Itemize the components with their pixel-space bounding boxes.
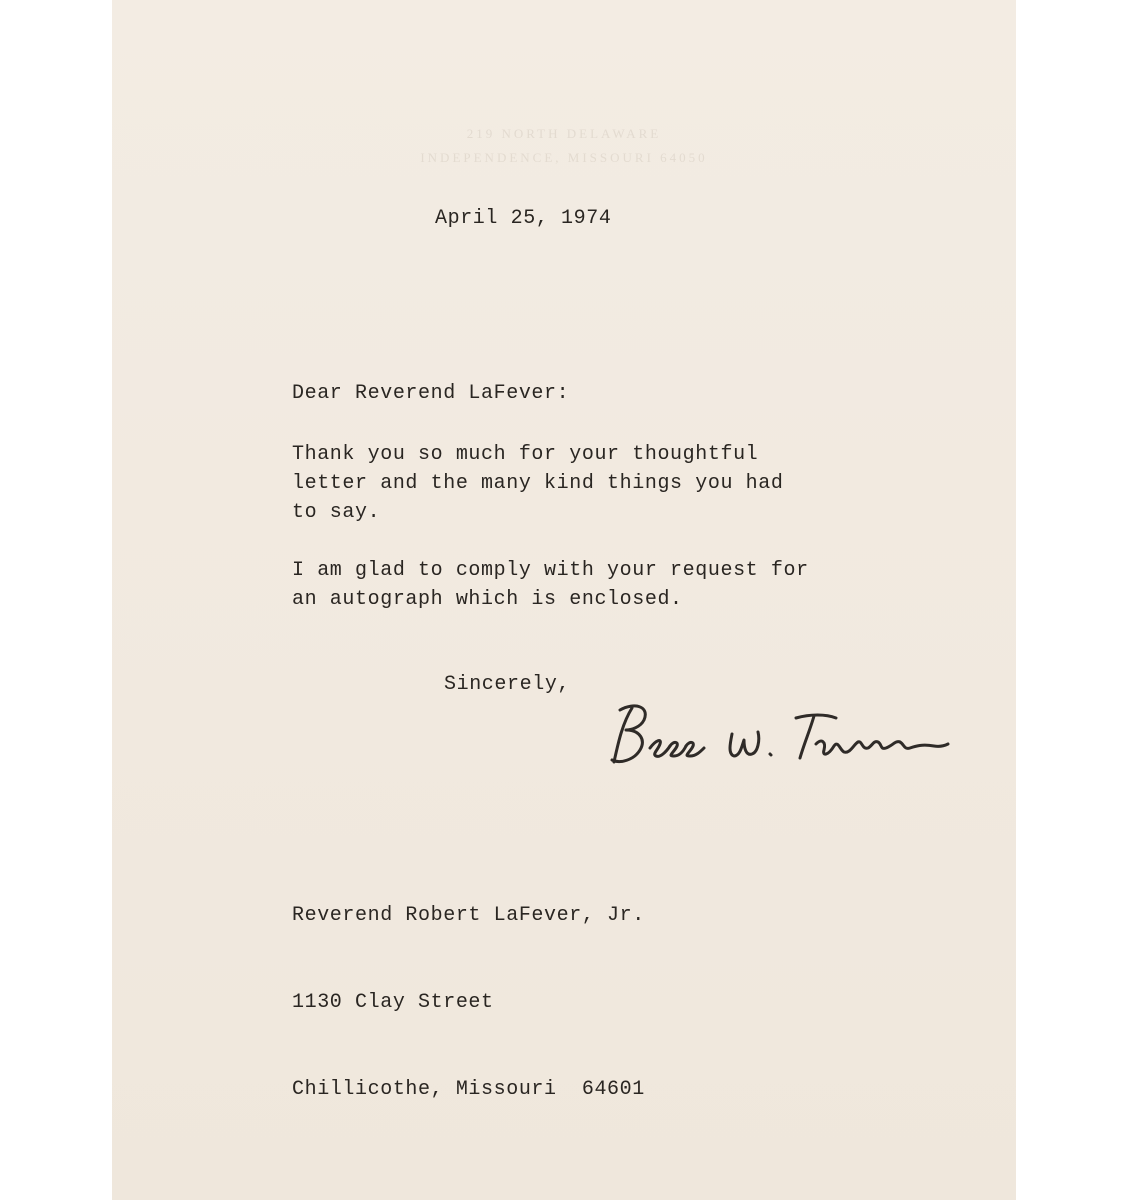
address-line-name: Reverend Robert LaFever, Jr. (292, 904, 645, 927)
closing: Sincerely, (444, 673, 571, 696)
body-paragraph-1: Thank you so much for your thoughtful letter and the many kind things you had to say. (292, 443, 784, 524)
salutation: Dear Reverend LaFever: (292, 382, 570, 405)
letterhead-city: INDEPENDENCE, MISSOURI 64050 (420, 150, 708, 165)
recipient-address (292, 843, 645, 1162)
letterhead (112, 122, 1016, 170)
letterhead-street: 219 NORTH DELAWARE (466, 126, 662, 141)
address-line-street: 1130 Clay Street (292, 991, 494, 1014)
letter-page (112, 0, 1016, 1200)
body-paragraph-2: I am glad to comply with your request for an autograph which is enclosed. (292, 559, 809, 611)
address-line-city: Chillicothe, Missouri 64601 (292, 1078, 645, 1101)
handwritten-signature (600, 684, 950, 784)
letter-date: April 25, 1974 (435, 207, 612, 230)
